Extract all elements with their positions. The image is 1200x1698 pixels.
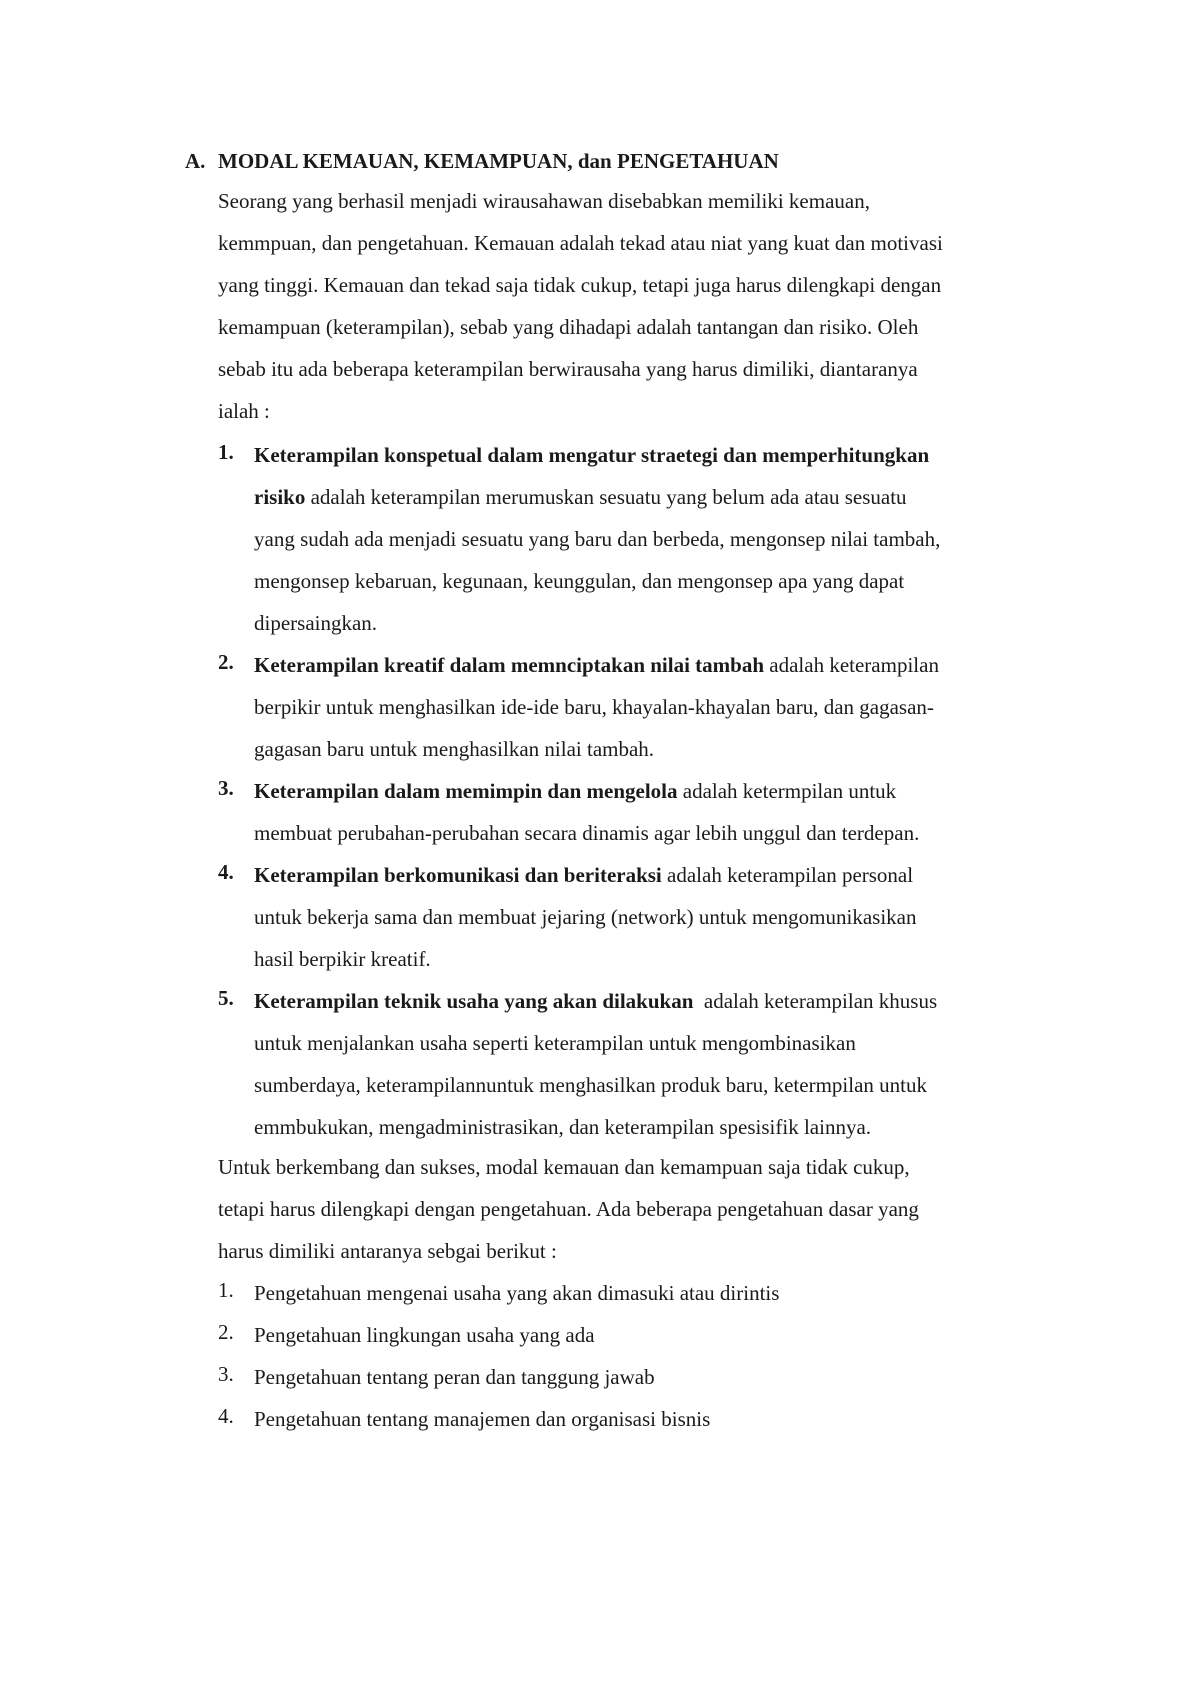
paragraph-line: tetapi harus dilengkapi dengan pengetahuan. Ada beberapa pengetahuan dasar yang <box>218 1197 919 1221</box>
list-line: hasil berpikir kreatif. <box>254 947 431 971</box>
skill-description: adalah ketermpilan untuk <box>677 779 897 803</box>
list-number: 5. <box>218 986 234 1010</box>
list-item <box>218 776 940 860</box>
skill-title: risiko <box>254 485 306 509</box>
list-line: untuk menjalankan usaha seperti keterampilan untuk mengombinasikan <box>254 1031 856 1055</box>
list-number: 2. <box>218 650 234 674</box>
list-line: emmbukukan, mengadministrasikan, dan keterampilan spesisifik lainnya. <box>254 1115 872 1139</box>
list-line <box>254 482 940 524</box>
skill-title: Keterampilan kreatif dalam memnciptakan nilai tambah <box>254 653 765 677</box>
section-heading <box>185 146 779 176</box>
skill-description: adalah keterampilan merumuskan sesuatu yang belum ada atau sesuatu <box>305 485 907 509</box>
list-item <box>218 986 940 1154</box>
list-number: 4. <box>218 860 234 884</box>
list-item <box>218 440 940 650</box>
list-item <box>218 1362 779 1404</box>
list-number: 1. <box>218 1278 234 1302</box>
list-line: Pengetahuan mengenai usaha yang akan dimasuki atau dirintis <box>254 1281 780 1305</box>
paragraph-line: ialah : <box>218 399 270 423</box>
list-item <box>218 1278 779 1320</box>
skill-description: adalah keterampilan personal <box>661 863 914 887</box>
list-line <box>254 776 940 818</box>
list-line: gagasan baru untuk menghasilkan nilai tambah. <box>254 737 655 761</box>
skill-title: Keterampilan dalam memimpin dan mengelola <box>254 779 678 803</box>
outro-paragraph <box>218 1152 919 1278</box>
skill-title: Keterampilan berkomunikasi dan beriteraksi <box>254 863 662 887</box>
list-line: dipersaingkan. <box>254 611 378 635</box>
skill-description: adalah keterampilan <box>764 653 939 677</box>
list-line: Pengetahuan tentang peran dan tanggung jawab <box>254 1365 655 1389</box>
paragraph-line: kemmpuan, dan pengetahuan. Kemauan adalah tekad atau niat yang kuat dan motivasi <box>218 231 943 255</box>
section-title: MODAL KEMAUAN, KEMAMPUAN, dan PENGETAHUAN <box>218 149 779 173</box>
list-item <box>218 650 940 776</box>
paragraph-line: sebab itu ada beberapa keterampilan berwirausaha yang harus dimiliki, diantaranya <box>218 357 918 381</box>
paragraph-line: harus dimiliki antaranya sebgai berikut : <box>218 1239 557 1263</box>
intro-paragraph <box>218 186 943 438</box>
list-item <box>218 1404 779 1446</box>
skill-title: Keterampilan konspetual dalam mengatur straetegi dan memperhitungkan <box>254 443 930 467</box>
list-item <box>218 1320 779 1362</box>
list-line: untuk bekerja sama dan membuat jejaring (network) untuk mengomunikasikan <box>254 905 917 929</box>
list-line: sumberdaya, keterampilannuntuk menghasilkan produk baru, ketermpilan untuk <box>254 1073 927 1097</box>
list-line <box>254 440 940 482</box>
list-line <box>254 650 940 692</box>
paragraph-line: Untuk berkembang dan sukses, modal kemauan dan kemampuan saja tidak cukup, <box>218 1155 910 1179</box>
list-line: Pengetahuan lingkungan usaha yang ada <box>254 1323 595 1347</box>
paragraph-line: kemampuan (keterampilan), sebab yang dihadapi adalah tantangan dan risiko. Oleh <box>218 315 919 339</box>
list-item <box>218 860 940 986</box>
list-line: berpikir untuk menghasilkan ide-ide baru, khayalan-khayalan baru, dan gagasan- <box>254 695 934 719</box>
list-line <box>254 986 940 1028</box>
skill-title: Keterampilan teknik usaha yang akan dilakukan <box>254 989 694 1013</box>
list-number: 2. <box>218 1320 234 1344</box>
knowledge-list <box>218 1278 779 1446</box>
list-line: Pengetahuan tentang manajemen dan organisasi bisnis <box>254 1407 711 1431</box>
list-number: 4. <box>218 1404 234 1428</box>
skill-description: adalah keterampilan khusus <box>693 989 938 1013</box>
paragraph-line: yang tinggi. Kemauan dan tekad saja tidak cukup, tetapi juga harus dilengkapi dengan <box>218 273 942 297</box>
list-line: membuat perubahan-perubahan secara dinamis agar lebih unggul dan terdepan. <box>254 821 920 845</box>
list-line: yang sudah ada menjadi sesuatu yang baru dan berbeda, mengonsep nilai tambah, <box>254 527 941 551</box>
list-number: 3. <box>218 776 234 800</box>
paragraph-line: Seorang yang berhasil menjadi wirausahawan disebabkan memiliki kemauan, <box>218 189 870 213</box>
section-letter: A. <box>185 149 206 173</box>
list-number: 1. <box>218 440 234 464</box>
list-line <box>254 860 940 902</box>
list-number: 3. <box>218 1362 234 1386</box>
list-line: mengonsep kebaruan, kegunaan, keunggulan, dan mengonsep apa yang dapat <box>254 569 905 593</box>
skills-list <box>218 440 940 1154</box>
